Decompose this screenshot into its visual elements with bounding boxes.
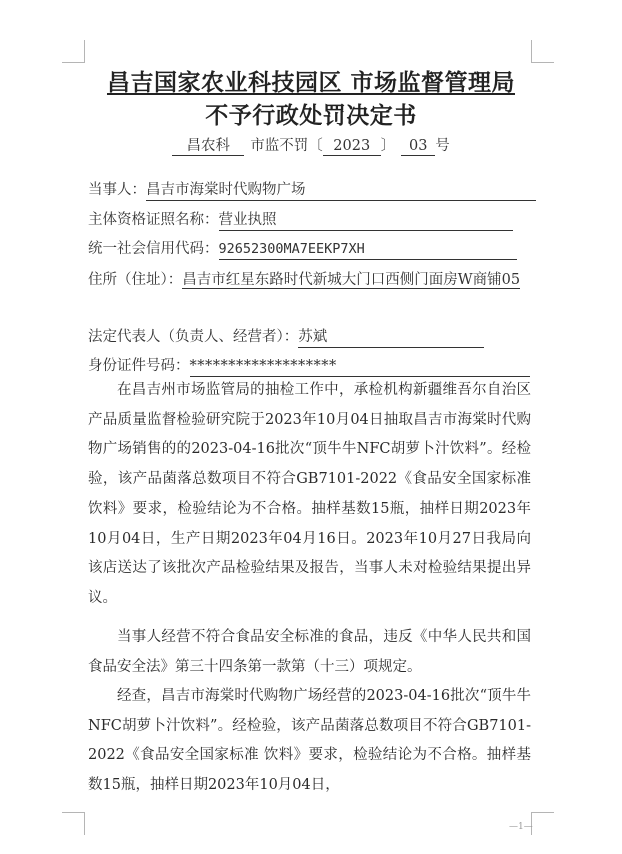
margin-corner-mark bbox=[531, 812, 554, 835]
address-label: 住所（住址）： bbox=[88, 272, 183, 288]
page-number: —1— bbox=[509, 822, 533, 832]
margin-corner-mark bbox=[531, 40, 554, 63]
license-value: 营业执照 bbox=[219, 211, 513, 231]
credit-code-field bbox=[88, 237, 517, 260]
document-title: 不予行政处罚决定书 bbox=[205, 102, 417, 129]
document-title-agency: 昌吉国家农业科技园区 市场监督管理局 bbox=[106, 69, 515, 96]
party-value: 昌吉市海棠时代购物广场 bbox=[146, 181, 536, 201]
id-number-field bbox=[88, 354, 530, 377]
legal-rep-label: 法定代表人（负责人、经营者）： bbox=[88, 329, 299, 345]
legal-rep-value: 苏斌 bbox=[298, 328, 484, 348]
party-label: 当事人： bbox=[88, 182, 146, 198]
credit-code-value: 92652300MA7EEKP7XH bbox=[219, 240, 517, 260]
margin-corner-mark bbox=[62, 812, 85, 835]
doc-number-close: 〕 bbox=[380, 138, 396, 154]
legal-rep-field bbox=[88, 325, 484, 348]
document-number bbox=[0, 134, 622, 156]
doc-number-middle: 市监不罚〔 bbox=[250, 138, 323, 154]
id-number-label: 身份证件号码： bbox=[88, 358, 190, 374]
body-paragraph-investigation: 经查，昌吉市海棠时代购物广场经营的2023-04-16批次“顶牛牛NFC胡萝卜汁饮料”。经检验，该产品菌落总数项目不符合GB7101-2022《食品安全国家标准 饮料》要求，检验结论为不合格。抽样基数15瓶，抽样日期2023年10月04日， bbox=[88, 688, 531, 794]
id-number-value: ******************* bbox=[190, 357, 530, 377]
body-paragraph-violation: 当事人经营不符合食品安全标准的食品，违反《中华人民共和国食品安全法》第三十四条第一款第（十三）项规定。 bbox=[88, 629, 531, 675]
address-field bbox=[88, 266, 533, 295]
body-paragraph-inspection: 在昌吉州市场监管局的抽检工作中，承检机构新疆维吾尔自治区产品质量监督检验研究院于2023年10月04日抽取昌吉市海棠时代购物广场销售的的2023-04-16批次“顶牛牛NFC胡萝卜汁饮料”。经检验，该产品菌落总数项目不符合GB7101-2022《食品安全国家标准 饮料》要求，检验结论为不合格。抽样基数15瓶，抽样日期2023年10月04日，生产日期2023年04月16日。2023年10月27日我局向该店送达了该批次产品检验结果及报告，当事人未对检验结果提出异议。 bbox=[88, 382, 531, 606]
doc-number-seq: 03 bbox=[401, 137, 435, 156]
credit-code-label: 统一社会信用代码： bbox=[88, 241, 219, 257]
license-label: 主体资格证照名称： bbox=[88, 212, 219, 228]
license-field bbox=[88, 208, 513, 231]
address-value: 昌吉市红星东路时代新城大门口西侧门面房W商铺05 bbox=[182, 272, 521, 288]
party-field bbox=[88, 178, 536, 201]
margin-corner-mark bbox=[62, 40, 85, 63]
doc-number-year: 2023 bbox=[323, 137, 381, 156]
doc-number-prefix: 昌农科 bbox=[172, 137, 244, 156]
doc-number-suffix: 号 bbox=[435, 138, 450, 154]
